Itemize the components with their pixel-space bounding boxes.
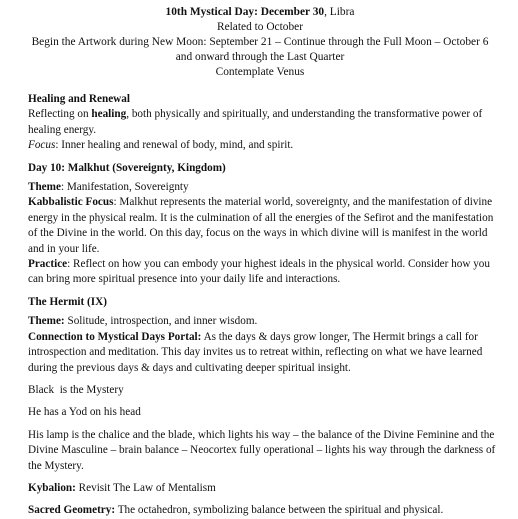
hermit-conn-text: As the days & days grow longer, The Hermit brings a call for introspection and meditation. This day invites us to retreat within, reflecting on what we have learned during the previous days & days and cultivating deeper spiritual insight.: [28, 330, 483, 374]
hermit-theme: [28, 314, 502, 329]
healing-text-bold: healing: [91, 108, 127, 121]
healing-text-pre: Reflecting on: [28, 108, 92, 121]
day10-kab-label: Kabbalistic Focus: [28, 196, 114, 209]
header-line-date: [18, 5, 502, 20]
hermit-geo-text: The octahedron, symbolizing balance between the spiritual and physical.: [115, 504, 444, 517]
hermit-yod: He has a Yod on his head: [28, 406, 141, 419]
hermit-geo-label: Sacred Geometry:: [28, 504, 116, 517]
hermit-kyb-text: Revisit The Law of Mentalism: [75, 481, 216, 494]
hermit-title: [28, 295, 502, 310]
day10-title: [28, 161, 502, 176]
hermit-theme-label: Theme:: [28, 315, 65, 328]
day10-kab-text: : Malkhut represents the material world, sovereignty, and the manifestation of divine energy in the physical realm. It is the culmination of all the energies of the Sefirot and the manifestation of the Divine in the world. On this day, focus on the ways in which divine will is manifest in the world and in your life.: [28, 196, 494, 255]
hermit-connection: [28, 330, 502, 376]
document-header: [18, 5, 502, 80]
healing-focus: [28, 138, 502, 153]
day10-practice-label: Practice: [28, 258, 68, 271]
day10-theme-text: : Manifestation, Sovereignty: [60, 181, 189, 194]
hermit-black-mystery: Black is the Mystery: [28, 383, 124, 396]
hermit-kyb-label: Kybalion:: [28, 481, 76, 494]
day10-practice-text: : Reflect on how you can embody your highest ideals in the physical world. Consider how you can bring more spiritual presence into your daily life and interactions.: [28, 258, 490, 286]
hermit-theme-text: Solitude, introspection, and inner wisdom.: [64, 315, 258, 328]
hermit-conn-label: Connection to Mystical Days Portal:: [28, 330, 202, 343]
day10-practice: [28, 257, 502, 288]
healing-text-post: , both physically and spiritually, and understanding the transformative power of healing energy.: [28, 108, 483, 136]
header-line-artwork: Begin the Artwork during New Moon: September 21 – Continue through the Full Moon – October 6: [31, 36, 489, 48]
day10-theme: [28, 180, 502, 195]
hermit-kybalion: [28, 481, 502, 496]
healing-focus-label: Focus: [28, 139, 56, 152]
healing-section: [28, 92, 502, 154]
header-line-related: Related to October: [216, 21, 304, 33]
header-date-sign: , Libra: [324, 6, 355, 18]
day10-section: [28, 161, 502, 288]
header-line-quarter: and onward through the Last Quarter: [175, 51, 345, 63]
day10-theme-label: Theme: [28, 181, 61, 194]
day10-title-text: Day 10: Malkhut (Sovereignty, Kingdom): [28, 161, 226, 174]
healing-title: [28, 92, 502, 107]
day10-kabbalistic: [28, 195, 502, 257]
header-date-bold: 10th Mystical Day: December 30: [165, 6, 325, 18]
hermit-lamp: His lamp is the chalice and the blade, which lights his way – the balance of the Divine Feminine and the Divine Masculine – brain balance – Neocortex fully operational – lights his way through the darkness of the Mystery.: [28, 428, 496, 472]
healing-focus-text: : Inner healing and renewal of body, mind, and spirit.: [55, 139, 294, 152]
hermit-section: [28, 295, 502, 519]
healing-title-text: Healing and Renewal: [28, 93, 130, 105]
hermit-title-text: The Hermit (IX): [28, 295, 107, 308]
healing-text: [28, 107, 502, 138]
hermit-geometry: [28, 503, 502, 518]
header-line-venus: Contemplate Venus: [215, 66, 305, 78]
